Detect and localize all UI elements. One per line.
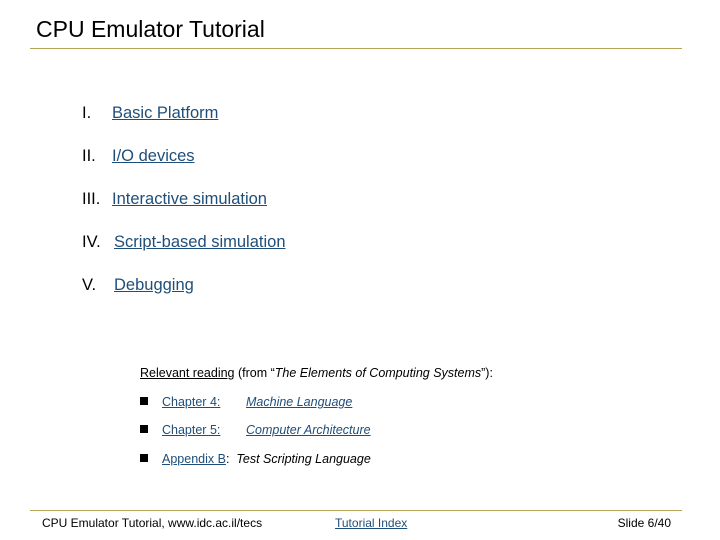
footer-course-info: CPU Emulator Tutorial, www.idc.ac.il/tecs [42,516,263,530]
agenda-link-io-devices[interactable]: I/O devices [112,147,195,165]
chapter-5-title-link[interactable]: Computer Architecture [246,423,371,437]
agenda-link-debugging[interactable]: Debugging [114,276,194,294]
agenda-number: IV. [82,233,101,251]
agenda-link-interactive-simulation[interactable]: Interactive simulation [112,190,267,208]
relevant-reading-header: Relevant reading [140,366,235,380]
chapter-4-link[interactable]: Chapter 4: [162,395,221,409]
agenda-item-script-based-simulation [82,233,286,252]
bullet-icon [140,397,148,405]
appendix-b-title: Test Scripting Language [236,452,371,466]
agenda-item-io-devices [82,147,195,166]
book-title: The Elements of Computing Systems [274,366,482,380]
chapter-5-link[interactable]: Chapter 5: [162,423,221,437]
appendix-separator: : [225,452,230,466]
agenda-number: III. [82,190,101,208]
agenda-item-interactive-simulation [82,190,267,209]
reading-item-chapter-5 [140,423,371,437]
title-divider [30,48,682,49]
bullet-icon [140,425,148,433]
relevant-reading-line [140,366,493,380]
slide-number: Slide 6/40 [617,516,671,530]
agenda-number: II. [82,147,96,165]
reading-pre: (from “ [234,366,275,380]
agenda-item-debugging [82,276,194,295]
reading-post: ”): [481,366,493,380]
agenda-number: V. [82,276,97,294]
chapter-4-title-link[interactable]: Machine Language [246,395,353,409]
agenda-link-basic-platform[interactable]: Basic Platform [112,104,219,122]
appendix-b-link[interactable]: Appendix B [162,452,226,466]
agenda-link-script-based-simulation[interactable]: Script-based simulation [114,233,286,251]
slide-title: CPU Emulator Tutorial [36,16,265,42]
agenda-number: I. [82,104,92,122]
reading-item-appendix-b [140,452,371,466]
tutorial-index-link[interactable]: Tutorial Index [335,516,408,530]
reading-item-chapter-4 [140,395,352,409]
agenda-item-basic-platform [82,104,218,123]
footer-divider [30,510,682,511]
bullet-icon [140,454,148,462]
